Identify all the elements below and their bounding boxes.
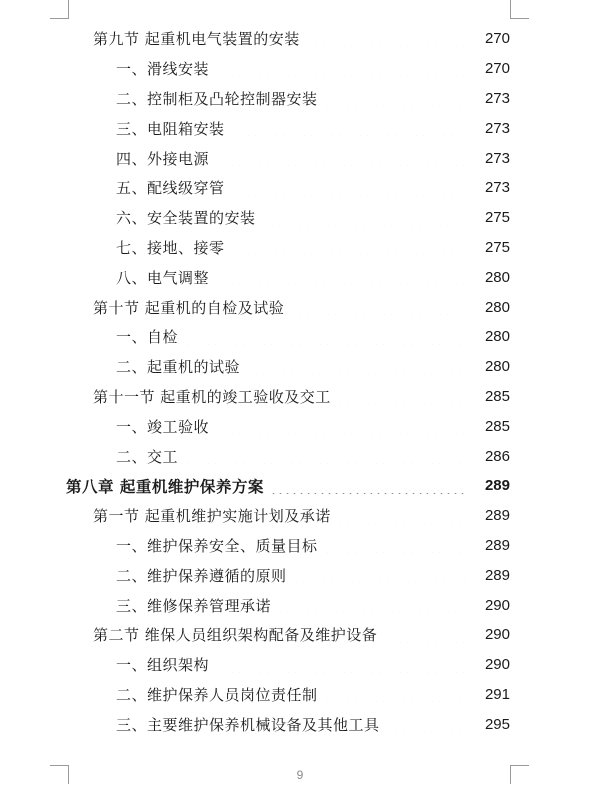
toc-leader-dots	[215, 269, 466, 285]
toc-entry-section[interactable]	[0, 24, 600, 54]
toc-entry-page: 280	[484, 298, 510, 316]
toc-entry-label: 一、滑线安装	[116, 60, 210, 79]
toc-entry-section[interactable]	[0, 292, 600, 322]
toc-entry-label: 一、维护保养安全、质量目标	[116, 536, 318, 555]
toc-entry-page: 273	[484, 149, 510, 167]
toc-entry-label: 三、维修保养管理承诺	[116, 596, 272, 615]
toc-entry-page: 286	[484, 447, 510, 465]
toc-entry-item[interactable]	[0, 560, 600, 590]
toc-entry-page: 280	[484, 268, 510, 286]
toc-entry-section[interactable]	[0, 501, 600, 531]
toc-entry-page: 285	[484, 387, 510, 405]
toc-entry-item[interactable]	[0, 84, 600, 114]
toc-entry-item[interactable]	[0, 590, 600, 620]
toc-entry-label: 第十节 起重机的自检及试验	[93, 298, 285, 317]
crop-mark-top-left	[50, 0, 69, 19]
toc-entry-item[interactable]	[0, 441, 600, 471]
toc-entry-label: 一、自检	[116, 328, 179, 347]
toc-entry-item[interactable]	[0, 54, 600, 84]
toc-entry-label: 四、外接电源	[116, 149, 210, 168]
toc-entry-page: 280	[484, 358, 510, 376]
toc-leader-dots	[231, 120, 466, 136]
toc-leader-dots	[262, 210, 466, 226]
toc-entry-page: 273	[484, 89, 510, 107]
toc-entry-page: 289	[484, 536, 510, 554]
toc-entry-page: 295	[484, 715, 510, 733]
toc-entry-chapter[interactable]	[0, 471, 600, 501]
toc-entry-item[interactable]	[0, 680, 600, 710]
toc-entry-label: 第八章 起重机维护保养方案	[66, 477, 264, 496]
toc-leader-dots	[246, 359, 466, 375]
toc-entry-item[interactable]	[0, 143, 600, 173]
toc-leader-dots	[290, 299, 466, 315]
toc-leader-dots	[383, 627, 466, 643]
toc-entry-item[interactable]	[0, 650, 600, 680]
toc-leader-dots	[324, 90, 466, 106]
toc-entry-page: 290	[484, 626, 510, 644]
toc-leader-dots	[386, 716, 466, 732]
toc-entry-page: 270	[484, 30, 510, 48]
toc-leader-dots	[184, 448, 466, 464]
crop-mark-top-right	[510, 0, 529, 19]
toc-leader-dots	[324, 686, 466, 702]
toc-entry-label: 七、接地、接零	[116, 238, 225, 257]
toc-entry-label: 第十一节 起重机的竣工验收及交工	[93, 387, 331, 406]
toc-entry-item[interactable]	[0, 352, 600, 382]
toc-leader-dots	[215, 150, 466, 166]
toc-entry-label: 第九节 起重机电气装置的安装	[93, 30, 300, 49]
toc-entry-item[interactable]	[0, 531, 600, 561]
toc-leader-dots	[215, 418, 466, 434]
toc-entry-label: 一、组织架构	[116, 656, 210, 675]
toc-entry-label: 二、控制柜及凸轮控制器安装	[116, 89, 318, 108]
toc-leader-dots	[215, 61, 466, 77]
toc-entry-item[interactable]	[0, 262, 600, 292]
toc-leader-dots	[337, 508, 466, 524]
toc-entry-page: 289	[484, 477, 510, 495]
toc-entry-label: 第二节 维保人员组织架构配备及维护设备	[93, 626, 378, 645]
toc-entry-label: 五、配线级穿管	[116, 179, 225, 198]
toc-leader-dots	[184, 329, 466, 345]
toc-entry-item[interactable]	[0, 113, 600, 143]
toc-entry-page: 285	[484, 417, 510, 435]
toc-entry-label: 二、起重机的试验	[116, 358, 241, 377]
toc-entry-label: 二、维护保养人员岗位责任制	[116, 685, 318, 704]
toc-entry-page: 289	[484, 507, 510, 525]
toc-entry-page: 275	[484, 238, 510, 256]
toc-entry-page: 289	[484, 566, 510, 584]
table-of-contents	[0, 24, 600, 739]
toc-entry-item[interactable]	[0, 173, 600, 203]
toc-entry-label: 六、安全装置的安装	[116, 209, 256, 228]
toc-entry-page: 280	[484, 328, 510, 346]
toc-leader-dots	[277, 597, 466, 613]
toc-entry-label: 八、电气调整	[116, 268, 210, 287]
toc-entry-item[interactable]	[0, 411, 600, 441]
toc-leader-dots	[324, 537, 466, 553]
toc-entry-section[interactable]	[0, 620, 600, 650]
toc-entry-section[interactable]	[0, 382, 600, 412]
toc-leader-dots	[231, 180, 466, 196]
toc-leader-dots	[215, 657, 466, 673]
toc-entry-page: 273	[484, 179, 510, 197]
page-number: 9	[296, 768, 304, 782]
toc-entry-item[interactable]	[0, 709, 600, 739]
toc-leader-dots	[270, 478, 466, 494]
toc-entry-item[interactable]	[0, 203, 600, 233]
toc-entry-item[interactable]	[0, 322, 600, 352]
toc-entry-label: 三、电阻箱安装	[116, 119, 225, 138]
toc-entry-label: 一、竣工验收	[116, 417, 210, 436]
toc-entry-label: 二、交工	[116, 447, 179, 466]
toc-entry-page: 291	[484, 685, 510, 703]
toc-entry-page: 273	[484, 119, 510, 137]
toc-entry-page: 290	[484, 656, 510, 674]
toc-entry-label: 二、维护保养遵循的原则	[116, 566, 287, 585]
toc-leader-dots	[306, 31, 466, 47]
toc-leader-dots	[337, 388, 466, 404]
toc-entry-item[interactable]	[0, 233, 600, 263]
toc-entry-page: 270	[484, 60, 510, 78]
toc-entry-label: 三、主要维护保养机械设备及其他工具	[116, 715, 380, 734]
toc-entry-page: 290	[484, 596, 510, 614]
toc-leader-dots	[231, 239, 466, 255]
toc-leader-dots	[293, 567, 466, 583]
toc-entry-label: 第一节 起重机维护实施计划及承诺	[93, 507, 331, 526]
toc-entry-page: 275	[484, 209, 510, 227]
